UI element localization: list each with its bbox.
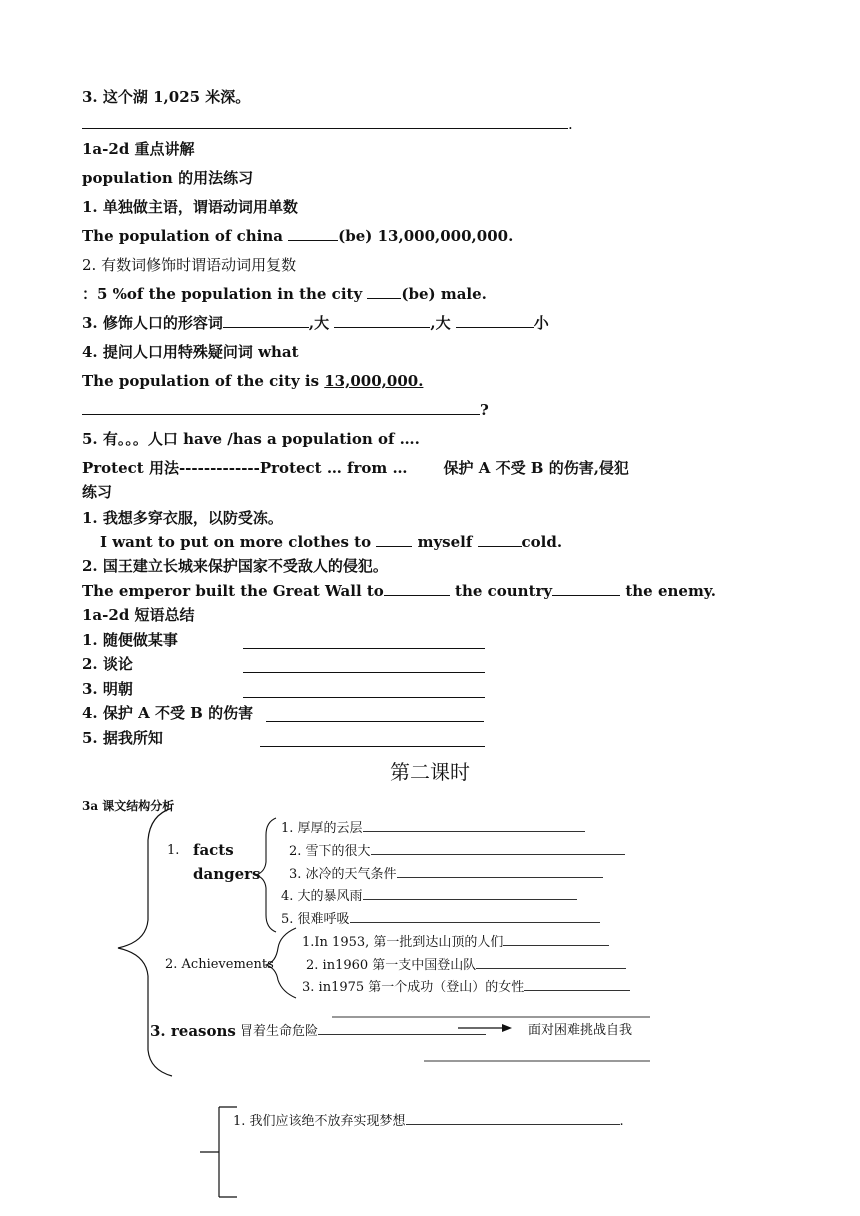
- fact-item: 2. 雪下的很大: [289, 842, 625, 861]
- rule-item: 5. 有。。。人口 have /has a population of ….: [82, 430, 420, 448]
- subheading: 练习: [82, 483, 113, 501]
- fact-item: 3. 冰冷的天气条件: [289, 865, 603, 884]
- diagram-heading: 3a 课文结构分析: [82, 799, 175, 813]
- achievement-item: 2. in1960 第一支中国登山队: [306, 956, 626, 975]
- group-label-reasons: 3. reasons: [150, 1022, 236, 1040]
- section-heading: 1a-2d 重点讲解: [82, 140, 195, 158]
- usage-line: Protect 用法-------------Protect … from … 保护 A 不受 B 的伤害,侵犯: [82, 459, 629, 477]
- group-label-facts: facts: [193, 841, 234, 859]
- exercise-line: 2. 国王建立长城来保护国家不受敌人的侵犯。: [82, 557, 388, 575]
- subheading: population 的用法练习: [82, 169, 254, 187]
- exercise-line: The emperor built the Great Wall to the country the enemy.: [82, 582, 717, 600]
- exercise-line: 1. 我想多穿衣服，以防受冻。: [82, 509, 283, 527]
- fact-item: 5. 很难呼吸: [281, 910, 600, 929]
- rule-item: 4. 提问人口用特殊疑问词 what: [82, 343, 299, 361]
- group-label-achievements: 2. Achievements: [165, 957, 274, 972]
- phrase-item: 1. 随便做某事: [82, 631, 178, 649]
- group-number: 1.: [167, 843, 180, 858]
- fact-item: 4. 大的暴风雨: [281, 887, 577, 906]
- exercise-line: 3. 修饰人口的形容词 ,大 ,大 小: [82, 314, 549, 332]
- reason-result: 面对困难挑战自我: [528, 1023, 633, 1038]
- exercise-line: The population of china (be) 13,000,000,000.: [82, 227, 514, 245]
- exercise-line: The population of the city is 13,000,000.: [82, 372, 424, 390]
- phrase-item: 5. 据我所知: [82, 729, 163, 747]
- phrase-item: 3. 明朝: [82, 680, 133, 698]
- phrase-item: 4. 保护 A 不受 B 的伤害: [82, 704, 254, 722]
- line-end-dot: .: [568, 115, 573, 133]
- exercise-line: ?: [82, 400, 489, 420]
- rule-item: 2. 有数词修饰时谓语动词用复数: [82, 256, 297, 274]
- conclusion-item: 1. 我们应该绝不放弃实现梦想 .: [233, 1114, 624, 1129]
- achievement-item: 1.In 1953, 第一批到达山顶的人们: [302, 933, 609, 952]
- rule-item: 1. 单独做主语，谓语动词用单数: [82, 198, 298, 216]
- achievement-item: 3. in1975 第一个成功（登山）的女性: [302, 978, 630, 997]
- exercise-line: ：5 %of the population in the city (be) male.: [82, 285, 487, 303]
- section-title: 第二课时: [390, 760, 470, 784]
- exercise-line: 3. 这个湖 1,025 米深。: [82, 88, 251, 106]
- group-label-dangers: dangers: [193, 865, 261, 883]
- fact-item: 1. 厚厚的云层: [281, 819, 585, 838]
- phrase-item: 2. 谈论: [82, 655, 133, 673]
- section-heading: 1a-2d 短语总结: [82, 606, 195, 624]
- reason-item: 冒着生命危险: [240, 1022, 486, 1041]
- exercise-line: I want to put on more clothes to myself cold.: [100, 533, 563, 551]
